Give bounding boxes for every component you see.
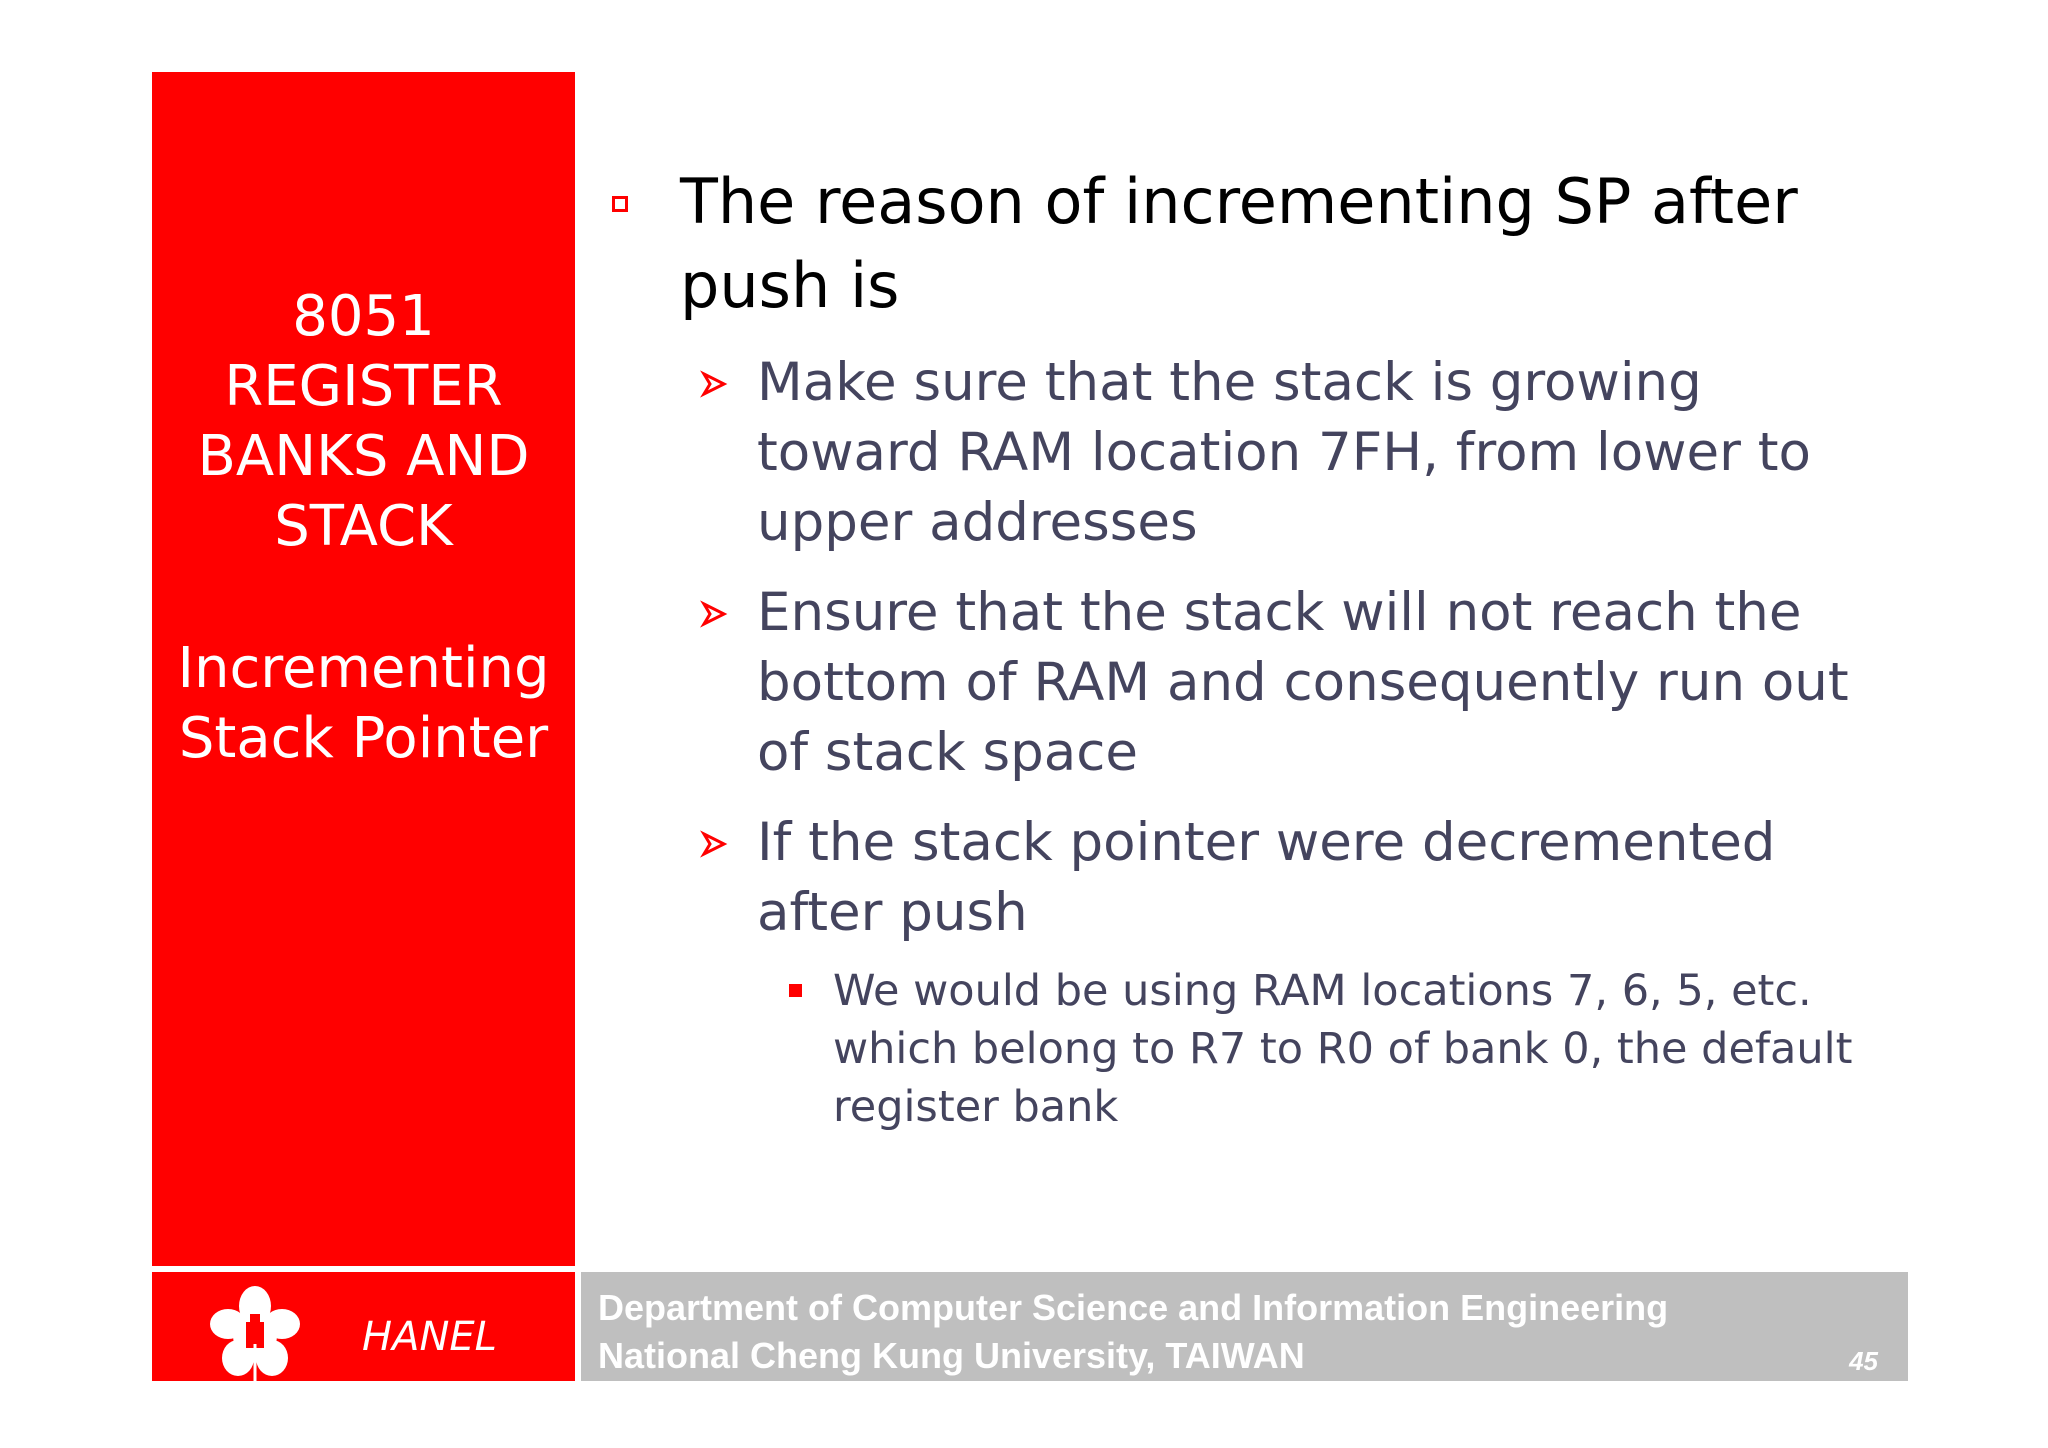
section-title-line: BANKS AND <box>197 424 530 489</box>
section-subtitle-line: Stack Pointer <box>178 706 549 771</box>
sub-bullet-point <box>600 578 1900 788</box>
section-title-line: REGISTER <box>224 354 503 419</box>
sub-bullet-line: If the stack pointer were decremented <box>757 812 1776 873</box>
sub-bullet-line: toward RAM location 7FH, from lower to <box>757 422 1811 483</box>
sub-bullet-point <box>600 808 1900 948</box>
hollow-square-bullet-icon <box>612 196 628 212</box>
sub-sub-bullet-line: We would be using RAM locations 7, 6, 5, etc. <box>833 966 1812 1016</box>
author-name: HANEL <box>362 1314 497 1360</box>
sub-bullet-line: of stack space <box>757 722 1138 783</box>
page-number: 45 <box>1849 1346 1878 1376</box>
section-subtitle <box>152 634 575 774</box>
arrowhead-bullet-icon <box>700 370 728 398</box>
arrowhead-bullet-icon <box>700 600 728 628</box>
filled-square-bullet-icon <box>789 984 802 997</box>
section-title-line: 8051 <box>292 284 435 349</box>
sub-sub-bullet-line: register bank <box>833 1082 1119 1132</box>
arrowhead-bullet-icon <box>700 830 728 858</box>
slide-content <box>600 160 1900 1136</box>
department-name: Department of Computer Science and Information Engineering <box>598 1287 1669 1328</box>
section-subtitle-line: Incrementing <box>177 636 550 701</box>
footer-right-panel <box>581 1272 1908 1381</box>
main-bullet-line: push is <box>680 249 900 322</box>
sub-bullet-line: after push <box>757 882 1028 943</box>
section-title <box>152 282 575 562</box>
ncku-emblem-icon <box>200 1284 310 1384</box>
sub-bullet-line: Make sure that the stack is growing <box>757 352 1702 413</box>
footer-left-panel <box>152 1272 575 1381</box>
sub-bullet-line: bottom of RAM and consequently run out <box>757 652 1849 713</box>
sub-bullet-line: Ensure that the stack will not reach the <box>757 582 1802 643</box>
main-bullet-point <box>600 160 1900 328</box>
university-name: National Cheng Kung University, TAIWAN <box>598 1335 1305 1376</box>
sub-bullet-line: upper addresses <box>757 492 1198 553</box>
sidebar-panel <box>152 72 575 1266</box>
section-title-line: STACK <box>274 494 453 559</box>
main-bullet-line: The reason of incrementing SP after <box>680 165 1798 238</box>
sub-sub-bullet-line: which belong to R7 to R0 of bank 0, the default <box>833 1024 1853 1074</box>
sub-bullet-point <box>600 348 1900 558</box>
sub-sub-bullet-point <box>600 962 1900 1136</box>
